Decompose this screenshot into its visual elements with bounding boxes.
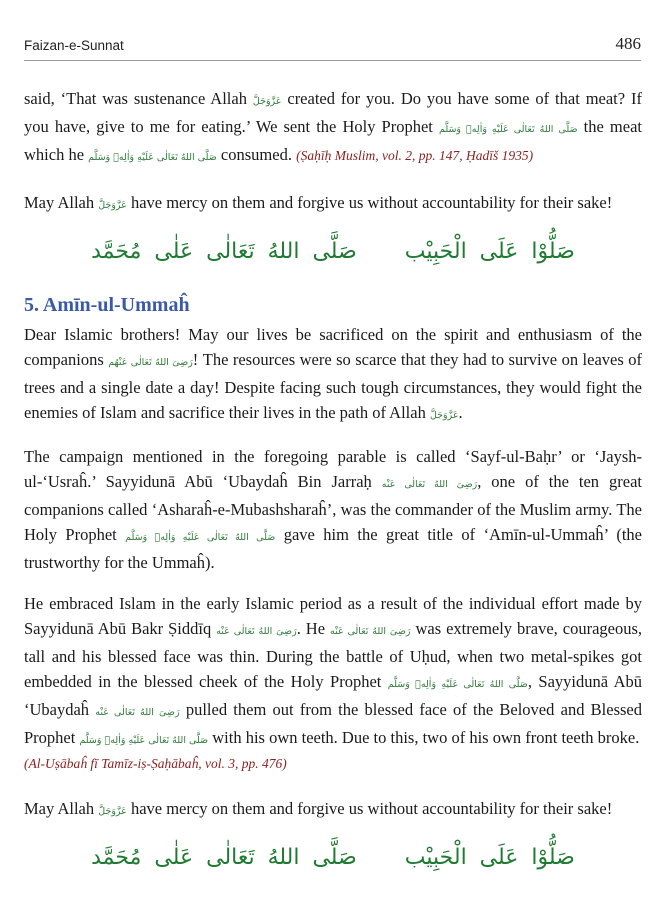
reference-citation: (Al-Uṣābaĥ fī Tamīz-iṣ-Ṣaḥābaĥ, vol. 3, pp. 476) [24, 756, 287, 771]
text: gave him the great title of ‘Amīn-ul-Ummaĥ’ (the trustworthy for the Ummaĥ). [24, 525, 642, 572]
salat-right: صَلُّوْا عَلَی الْحَبِیْب [404, 845, 575, 870]
text: The campaign mentioned in the foregoing parable is called ‘Sayf-ul-Baḥr’ or ‘Jaysh-ul-‘Usraĥ.’ Sayyidunā Abū ‘Ubaydaĥ Bin Jarraḥ [24, 447, 642, 491]
section-heading: 5. Amīn-ul-Ummaĥ [24, 294, 190, 316]
honorific-salla: صَلَّى اللهُ تَعَالٰی عَلَیْهِ وَاٰلِهٖ وَسَلَّم [439, 124, 578, 135]
text: . [458, 403, 463, 422]
honorific-radiyallahu-anhum: رَضِیَ اللهُ تَعَالٰی عَنْهُم [108, 357, 193, 368]
paragraph-4 [24, 444, 642, 575]
honorific-azzawajal: عَزَّوَجَلَّ [252, 96, 282, 107]
text: , one of the ten great companions called ‘Asharaĥ-e-Mubashsharaĥ’, was the commander of the Muslim army. The Holy Prophet [24, 472, 642, 544]
salat-left: صَلَّی اللهُ تَعَالٰی عَلٰی مُحَمَّد [91, 845, 357, 870]
page-body [24, 86, 642, 898]
text: consumed. [216, 145, 297, 164]
text: ! The resources were so scarce that they had to survive on leaves of trees and a single date a day! Despite facing such tough circumstances, they would fight the enemies of Islam and sacrifice their lives in the path of Allah [24, 350, 642, 422]
salat-right: صَلُّوْا عَلَی الْحَبِیْب [404, 239, 575, 264]
honorific-azzawajal: عَزَّوَجَلَّ [98, 200, 127, 211]
page-header [24, 28, 641, 60]
text: He embraced Islam in the early Islamic period as a result of the individual effort made by Sayyidunā Abū Bakr Ṣiddīq [24, 594, 642, 638]
text: , Sayyidunā Abū ‘Ubaydaĥ [24, 672, 643, 719]
text: pulled them out from the blessed face of the Beloved and Blessed Prophet [24, 700, 643, 747]
paragraph-2 [24, 190, 642, 218]
honorific-salla: صَلَّى اللهُ تَعَالٰی عَلَیْهِ وَاٰلِهٖ وَسَلَّم [88, 152, 217, 163]
reference-citation: (Ṣaḥīḥ Muslim, vol. 2, pp. 147, Ḥadīš 1935) [296, 148, 534, 163]
page-number: 486 [615, 34, 641, 53]
text: . He [296, 619, 330, 638]
paragraph-6 [24, 796, 642, 824]
text: have mercy on them and forgive us without accountability for their sake! [126, 799, 613, 818]
honorific-salla: صَلَّى اللهُ تَعَالٰی عَلَیْهِ وَاٰلِهٖ وَسَلَّم [125, 532, 276, 543]
honorific-radiyallahu-anhu: رَضِیَ اللهُ تَعَالٰی عَنْه [95, 707, 180, 718]
text: created for you. Do you have some of that meat? If you have, give to me for eating.’ We sent the Holy Prophet [24, 89, 642, 136]
honorific-salla: صَلَّى اللهُ تَعَالٰی عَلَیْهِ وَاٰلِهٖ وَسَلَّم [387, 679, 528, 690]
paragraph-5 [24, 591, 642, 776]
text: May Allah [24, 799, 99, 818]
text: with his own teeth. Due to this, two of his own front teeth broke. [208, 728, 640, 747]
book-title: Faizan-e-Sunnat [24, 38, 124, 53]
honorific-salla: صَلَّى اللهُ تَعَالٰی عَلَیْهِ وَاٰلِهٖ وَسَلَّم [79, 735, 209, 746]
salat-calligraphy [24, 840, 642, 876]
honorific-radiyallahu-anhu: رَضِیَ اللهُ تَعَالٰی عَنْه [381, 479, 478, 490]
header-divider [24, 60, 641, 61]
paragraph-3 [24, 322, 642, 428]
paragraph-1 [24, 86, 642, 170]
text: was extremely brave, courageous, tall and his blessed face was thin. During the battle of Uḥud, when two metal-spikes got embedded in the blessed cheek of the Holy Prophet [24, 619, 643, 691]
honorific-azzawajal: عَزَّوَجَلَّ [98, 806, 127, 817]
text: May Allah [24, 193, 99, 212]
salat-left: صَلَّی اللهُ تَعَالٰی عَلٰی مُحَمَّد [91, 239, 357, 264]
text: have mercy on them and forgive us without accountability for their sake! [126, 193, 613, 212]
salat-calligraphy [24, 234, 642, 270]
text: said, ‘That was sustenance Allah [24, 89, 253, 108]
text: the meat which he [24, 117, 642, 164]
honorific-radiyallahu-anhu: رَضِیَ اللهُ تَعَالٰی عَنْه [330, 626, 411, 637]
text: Dear Islamic brothers! May our lives be sacrificed on the spirit and enthusiasm of the companions [24, 325, 642, 369]
honorific-radiyallahu-anhu: رَضِیَ اللهُ تَعَالٰی عَنْه [216, 626, 297, 637]
honorific-azzawajal: عَزَّوَجَلَّ [429, 410, 459, 421]
